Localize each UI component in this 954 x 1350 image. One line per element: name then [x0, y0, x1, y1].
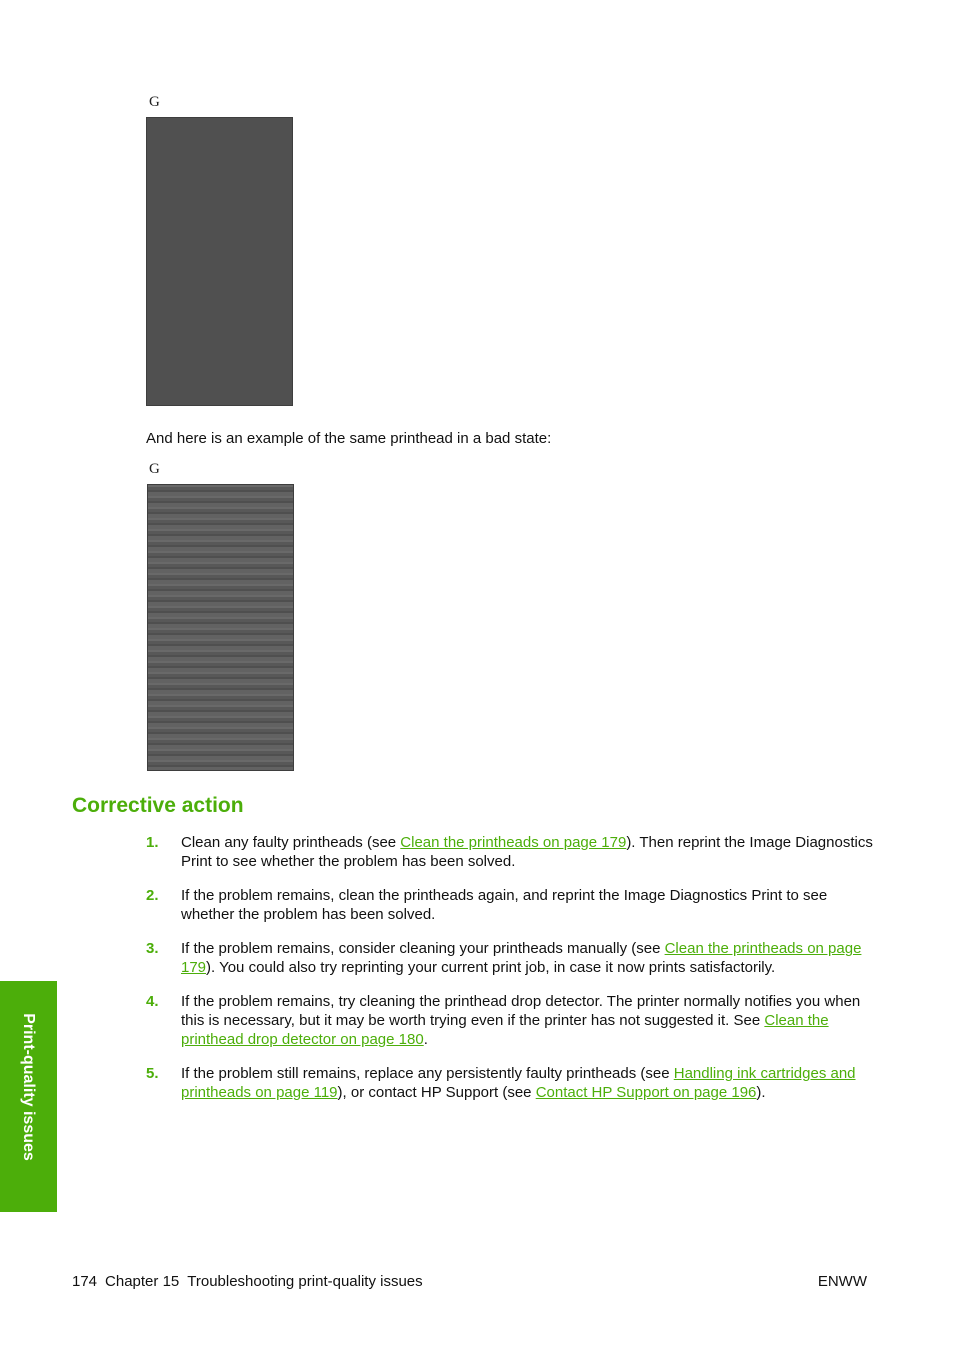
step-number: 5.: [146, 1065, 159, 1082]
step-text: Clean any faulty printheads (see: [181, 834, 401, 851]
page-number: 174: [72, 1273, 98, 1290]
footer-chapter-title: Troubleshooting print-quality issues: [187, 1273, 423, 1290]
side-chapter-tab: [0, 981, 57, 1212]
side-tab-label: Print-quality issues: [20, 1013, 37, 1161]
link-clean-printheads[interactable]: Clean the printheads on page 179: [181, 940, 862, 976]
link-contact-hp-support[interactable]: Contact HP Support on page 196: [535, 1084, 757, 1101]
step-item: [146, 1064, 874, 1102]
printhead-bad-sample-image: [147, 484, 294, 771]
step-item: [146, 886, 874, 924]
step-text: ), or contact HP Support (see: [337, 1084, 536, 1101]
step-text: ). Then reprint the Image Diagnostics Print to see whether the problem has been solved.: [181, 834, 873, 870]
step-text: ). You could also try reprinting your current print job, in case it now prints satisfactorily.: [206, 959, 776, 976]
step-item: [146, 992, 874, 1049]
step-text: If the problem remains, try cleaning the printhead drop detector. The printer normally notifies you when this is necessary, but it may be worth trying even if the printer has not suggested it. See: [181, 993, 861, 1029]
footer-locale: ENWW: [817, 1273, 867, 1290]
step-item: [146, 833, 874, 871]
step-number: 2.: [146, 887, 159, 904]
corrective-steps-list: [146, 833, 874, 1117]
section-heading: Corrective action: [72, 794, 244, 817]
step-text: .: [423, 1031, 428, 1048]
step-item: [146, 939, 874, 977]
figure-good-label: G: [149, 94, 160, 110]
step-number: 1.: [146, 834, 159, 851]
figure-bad-label: G: [149, 461, 160, 477]
intro-paragraph: And here is an example of the same printhead in a bad state:: [146, 430, 552, 447]
step-text: If the problem remains, clean the printheads again, and reprint the Image Diagnostics Print to see whether the problem has been solved.: [181, 887, 828, 923]
footer-chapter: Chapter 15: [105, 1273, 180, 1290]
link-handling-ink-cartridges[interactable]: Handling ink cartridges and printheads on page 119: [181, 1065, 856, 1101]
printhead-good-sample-image: [146, 117, 293, 406]
footer-left: [72, 1273, 431, 1290]
link-clean-printheads[interactable]: Clean the printheads on page 179: [400, 834, 627, 851]
step-text: If the problem remains, consider cleaning your printheads manually (see: [181, 940, 665, 957]
link-clean-drop-detector[interactable]: Clean the printhead drop detector on page 180: [181, 1012, 829, 1048]
step-text: If the problem still remains, replace any persistently faulty printheads (see: [181, 1065, 674, 1082]
step-number: 3.: [146, 940, 159, 957]
step-number: 4.: [146, 993, 159, 1010]
step-text: ).: [756, 1084, 766, 1101]
